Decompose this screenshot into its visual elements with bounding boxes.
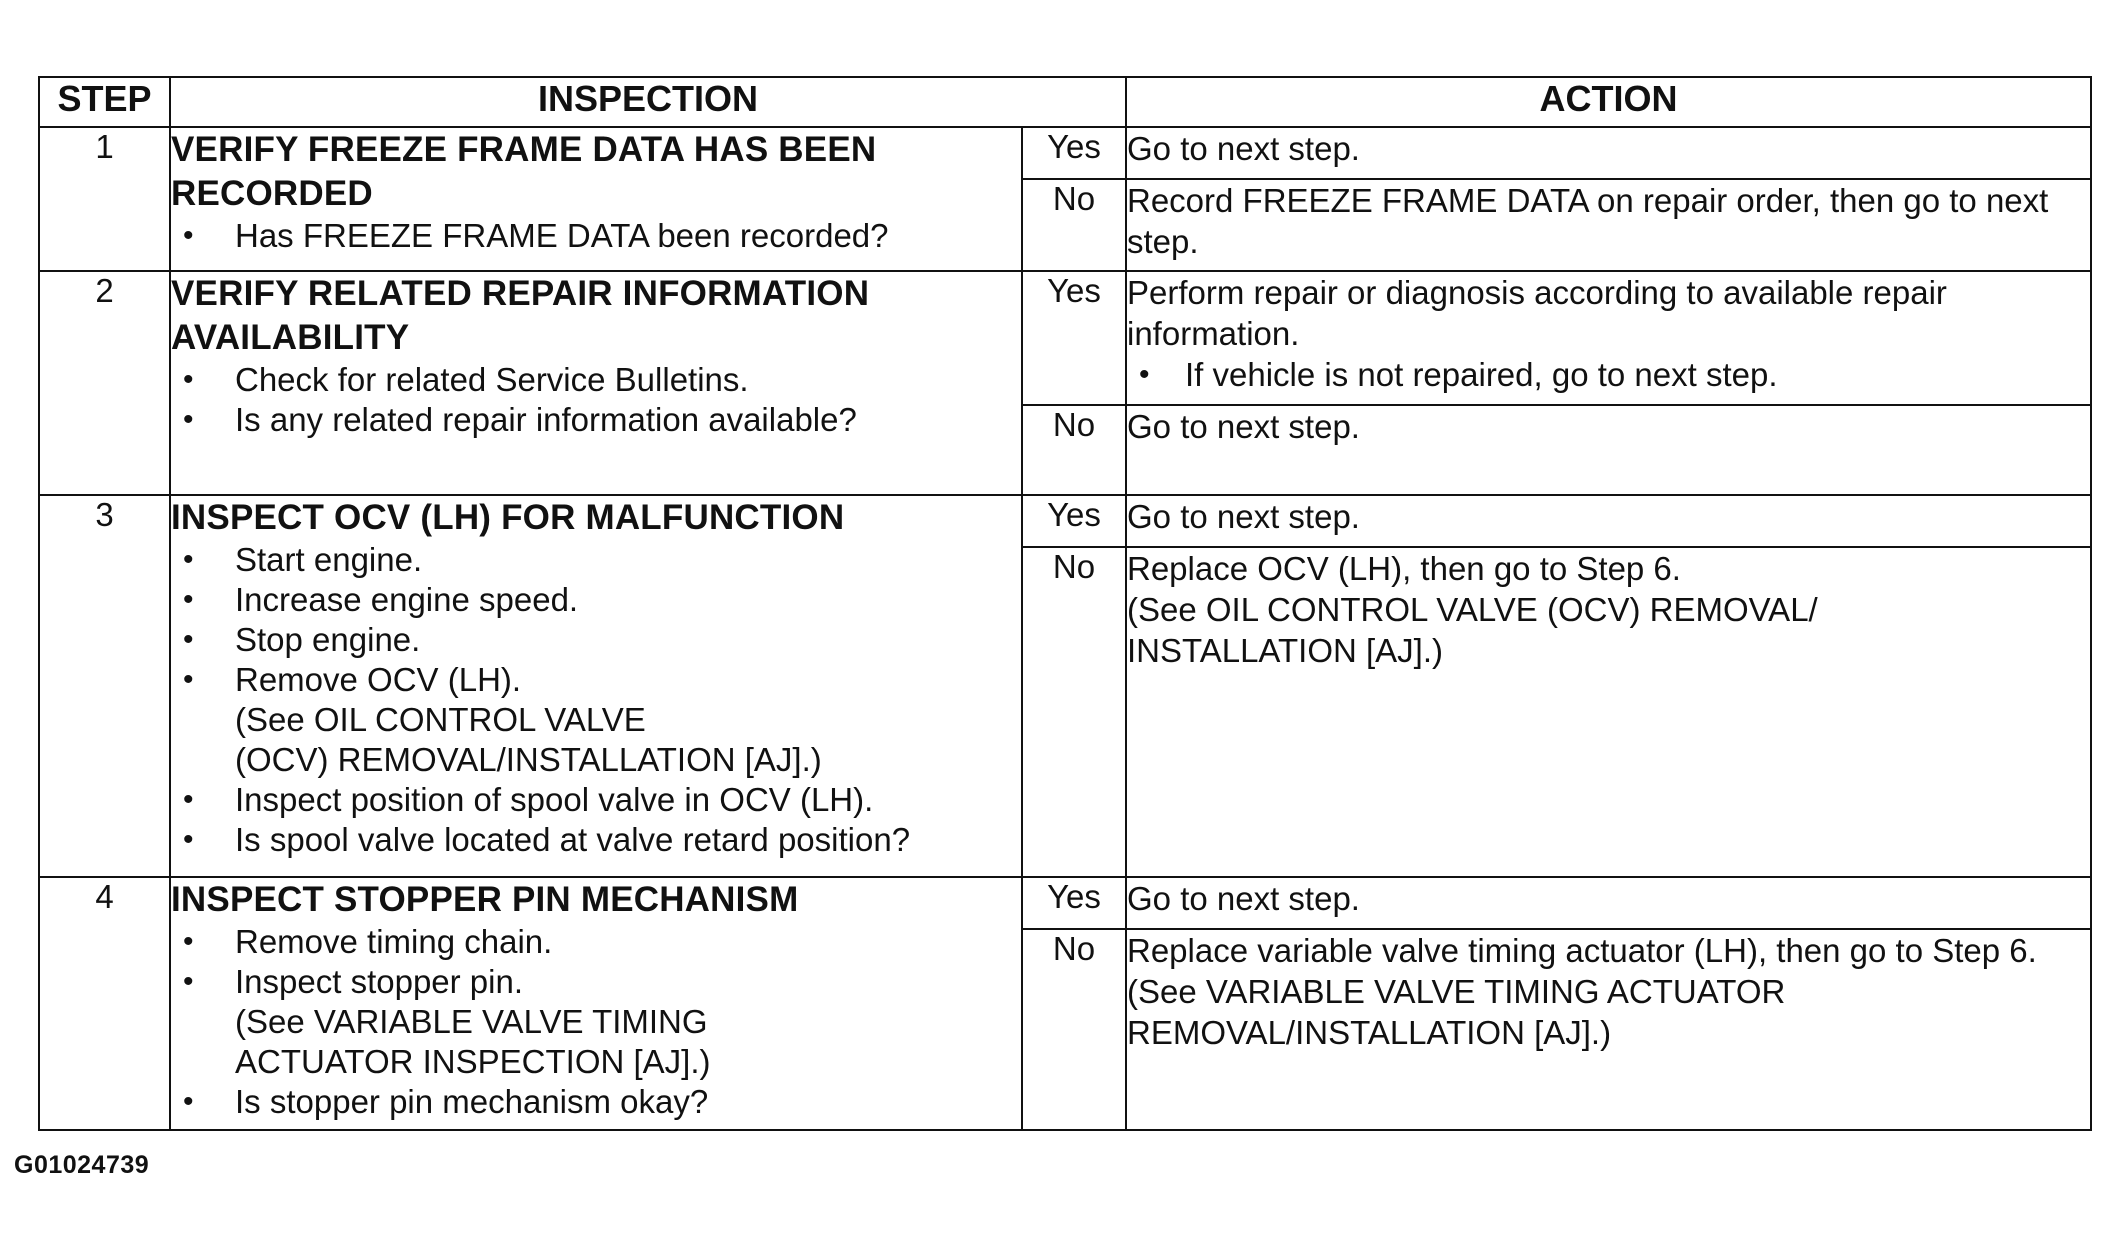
no-action: Replace variable valve timing actuator (LH), then go to Step 6. xyxy=(1127,932,2037,969)
bullet-item: • Check for related Service Bulletins. xyxy=(171,360,1021,400)
no-action-reference-line-1: (See OIL CONTROL VALVE (OCV) REMOVAL/ xyxy=(1127,591,1818,628)
step-3-yes-row xyxy=(39,495,2091,547)
no-action-cell xyxy=(1126,929,2091,1130)
yes-label: Yes xyxy=(1022,495,1126,547)
bullet-reference-line-2: ACTUATOR INSPECTION [AJ].) xyxy=(235,1043,711,1080)
bullet-reference-line-1: (See VARIABLE VALVE TIMING xyxy=(235,1003,708,1040)
yes-label: Yes xyxy=(1022,127,1126,179)
no-action: Replace OCV (LH), then go to Step 6. xyxy=(1127,550,1681,587)
no-label: No xyxy=(1022,547,1126,877)
step-number: 3 xyxy=(39,495,170,877)
step-2-yes-row xyxy=(39,271,2091,405)
no-action-reference-line-2: REMOVAL/INSTALLATION [AJ].) xyxy=(1127,1014,1612,1051)
step-4-yes-row xyxy=(39,877,2091,929)
inspection-cell xyxy=(170,127,1022,271)
bullet-reference-line-2: (OCV) REMOVAL/INSTALLATION [AJ].) xyxy=(235,741,822,778)
yes-label: Yes xyxy=(1022,271,1126,405)
bullet-text: Inspect stopper pin. xyxy=(235,963,524,1000)
bullet-reference-line-1: (See OIL CONTROL VALVE xyxy=(235,701,646,738)
bullet-item: • Inspect position of spool valve in OCV (LH). xyxy=(171,780,1021,820)
no-label: No xyxy=(1022,405,1126,495)
bullet-item: • Is any related repair information available? xyxy=(171,400,1021,440)
inspection-title: INSPECT STOPPER PIN MECHANISM xyxy=(171,880,799,919)
bullet-item: • Is spool valve located at valve retard position? xyxy=(171,820,1021,860)
header-action: ACTION xyxy=(1126,77,2091,127)
inspection-title: INSPECT OCV (LH) FOR MALFUNCTION xyxy=(171,498,845,537)
inspection-bullets xyxy=(171,360,1021,440)
yes-label: Yes xyxy=(1022,877,1126,929)
bullet-item xyxy=(171,962,1021,1082)
action-bullet-item: • If vehicle is not repaired, go to next step. xyxy=(1127,354,2090,395)
step-number: 4 xyxy=(39,877,170,1130)
yes-action-bullets xyxy=(1127,354,2090,395)
no-action-reference-line-2: INSTALLATION [AJ].) xyxy=(1127,632,1443,669)
no-label: No xyxy=(1022,179,1126,271)
header-inspection: INSPECTION xyxy=(170,77,1126,127)
inspection-cell xyxy=(170,877,1022,1130)
no-action-cell xyxy=(1126,547,2091,877)
inspection-title: VERIFY RELATED REPAIR INFORMATION AVAILABILITY xyxy=(171,274,870,357)
no-action: Go to next step. xyxy=(1126,405,2091,495)
inspection-bullets xyxy=(171,216,1021,256)
header-step: STEP xyxy=(39,77,170,127)
yes-action: Go to next step. xyxy=(1126,495,2091,547)
no-action-reference-line-1: (See VARIABLE VALVE TIMING ACTUATOR xyxy=(1127,973,1786,1010)
yes-action: Go to next step. xyxy=(1126,127,2091,179)
step-number: 2 xyxy=(39,271,170,495)
bullet-item: • Start engine. xyxy=(171,540,1021,580)
yes-action: Go to next step. xyxy=(1126,877,2091,929)
step-number: 1 xyxy=(39,127,170,271)
bullet-item: • Stop engine. xyxy=(171,620,1021,660)
yes-action: Perform repair or diagnosis according to available repair information. xyxy=(1127,274,1947,352)
bullet-text: Remove OCV (LH). xyxy=(235,661,522,698)
header-row xyxy=(39,77,2091,127)
inspection-title: VERIFY FREEZE FRAME DATA HAS BEEN RECORDED xyxy=(171,130,877,213)
no-label: No xyxy=(1022,929,1126,1130)
bullet-item: • Is stopper pin mechanism okay? xyxy=(171,1082,1021,1122)
bullet-item: • Remove timing chain. xyxy=(171,922,1021,962)
inspection-bullets xyxy=(171,540,1021,860)
bullet-item xyxy=(171,660,1021,780)
inspection-cell xyxy=(170,495,1022,877)
yes-action-cell xyxy=(1126,271,2091,405)
no-action: Record FREEZE FRAME DATA on repair order, then go to next step. xyxy=(1126,179,2091,271)
figure-code: G01024739 xyxy=(14,1151,150,1179)
inspection-bullets xyxy=(171,922,1021,1122)
bullet-item: • Increase engine speed. xyxy=(171,580,1021,620)
bullet-item: • Has FREEZE FRAME DATA been recorded? xyxy=(171,216,1021,256)
inspection-cell xyxy=(170,271,1022,495)
diagnostic-table xyxy=(38,76,2092,1131)
step-1-yes-row xyxy=(39,127,2091,179)
